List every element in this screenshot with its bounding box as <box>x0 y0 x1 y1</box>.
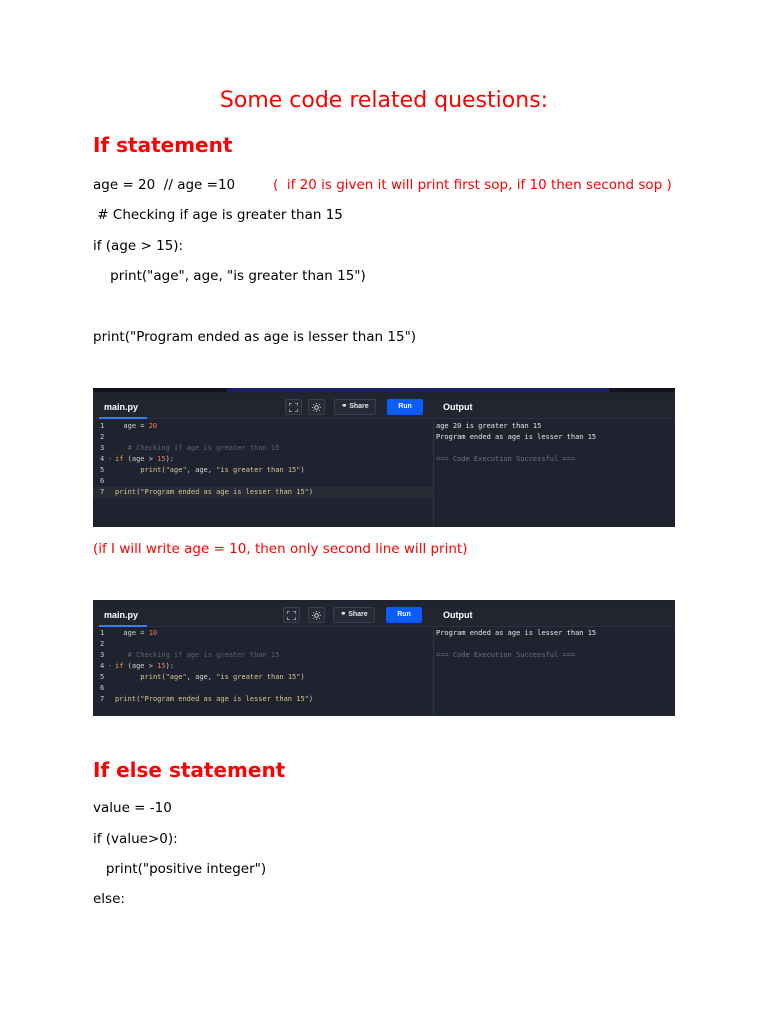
fullscreen-icon[interactable] <box>285 399 302 415</box>
editor1-code-line-3[interactable]: 3 # Checking if age is greater than 15 <box>100 444 280 452</box>
code-line-comment: # Checking if age is greater than 15 <box>93 207 343 223</box>
editor-top-strip <box>93 388 675 392</box>
pane-divider <box>433 419 434 527</box>
code-line-print-end: print("Program ended as age is lesser than 15") <box>93 329 417 345</box>
editor-screenshot-1 <box>93 388 675 527</box>
tab-main-py[interactable]: main.py <box>93 395 147 419</box>
pane-divider <box>433 627 434 716</box>
editor-toolbar <box>93 395 675 419</box>
editor2-code-line-6[interactable]: 6 <box>100 684 105 692</box>
theme-sun-icon[interactable] <box>308 399 325 415</box>
editor2-code-line-3[interactable]: 3 # Checking if age is greater than 15 <box>100 651 280 659</box>
code-line-if: if (age > 15): <box>93 238 184 254</box>
editor2-output-status: === Code Execution Successful === <box>436 651 576 659</box>
editor1-output-line-2: Program ended as age is lesser than 15 <box>436 433 597 441</box>
share-icon: ⚭ <box>341 403 348 410</box>
page-title: Some code related questions: <box>219 88 549 113</box>
editor1-code-line-6[interactable]: 6 <box>100 477 105 485</box>
share-button[interactable] <box>333 607 375 623</box>
share-button[interactable] <box>334 399 376 415</box>
run-button[interactable]: Run <box>387 399 423 415</box>
output-label: Output <box>443 610 473 620</box>
section-heading-if-else: If else statement <box>93 758 286 782</box>
code-line-print-positive: print("positive integer") <box>93 861 267 877</box>
editor1-code-line-5[interactable]: 5 print("age", age, "is greater than 15") <box>100 466 305 474</box>
tab-main-py[interactable]: main.py <box>93 603 147 627</box>
editor2-code-line-7[interactable]: 7 print("Program ended as age is lesser than 15") <box>100 695 314 703</box>
editor2-code-line-5[interactable]: 5 print("age", age, "is greater than 15") <box>100 673 305 681</box>
editor2-code-line-2[interactable]: 2 <box>100 640 105 648</box>
editor1-code-line-7[interactable]: 7 print("Program ended as age is lesser than 15") <box>93 487 433 498</box>
share-label: Share <box>348 611 368 618</box>
editor2-code-line-4[interactable]: 4 - if (age > 15): <box>100 662 175 670</box>
section-heading-if: If statement <box>93 133 233 157</box>
code-line-print-age: print("age", age, "is greater than 15") <box>93 268 366 284</box>
code-line-value: value = -10 <box>93 800 172 816</box>
run-button[interactable]: Run <box>386 607 422 623</box>
share-label: Share <box>349 403 369 410</box>
editor1-code-line-1[interactable]: 1 age = 20 <box>100 422 158 430</box>
editor1-output-line-1: age 20 is greater than 15 <box>436 422 542 430</box>
code-line-if-value: if (value>0): <box>93 831 178 847</box>
editor-toolbar <box>93 603 675 627</box>
editor1-code-line-2[interactable]: 2 <box>100 433 105 441</box>
fullscreen-icon[interactable] <box>283 607 300 623</box>
share-icon: ⚭ <box>340 611 347 618</box>
editor1-output-status: === Code Execution Successful === <box>436 455 576 463</box>
editor-screenshot-2 <box>93 600 675 716</box>
note-age-10: (if I will write age = 10, then only second line will print) <box>93 541 468 557</box>
theme-sun-icon[interactable] <box>308 607 325 623</box>
output-label: Output <box>443 402 473 412</box>
editor2-output-line-1: Program ended as age is lesser than 15 <box>436 629 597 637</box>
editor1-code-line-4[interactable]: 4 - if (age > 15): <box>100 455 175 463</box>
code-line-age: age = 20 // age =10 <box>93 177 236 193</box>
editor2-code-line-1[interactable]: 1 age = 10 <box>100 629 158 637</box>
note-age-explanation: ( if 20 is given it will print first sop, if 10 then second sop ) <box>273 177 672 193</box>
code-line-else: else: <box>93 891 125 907</box>
